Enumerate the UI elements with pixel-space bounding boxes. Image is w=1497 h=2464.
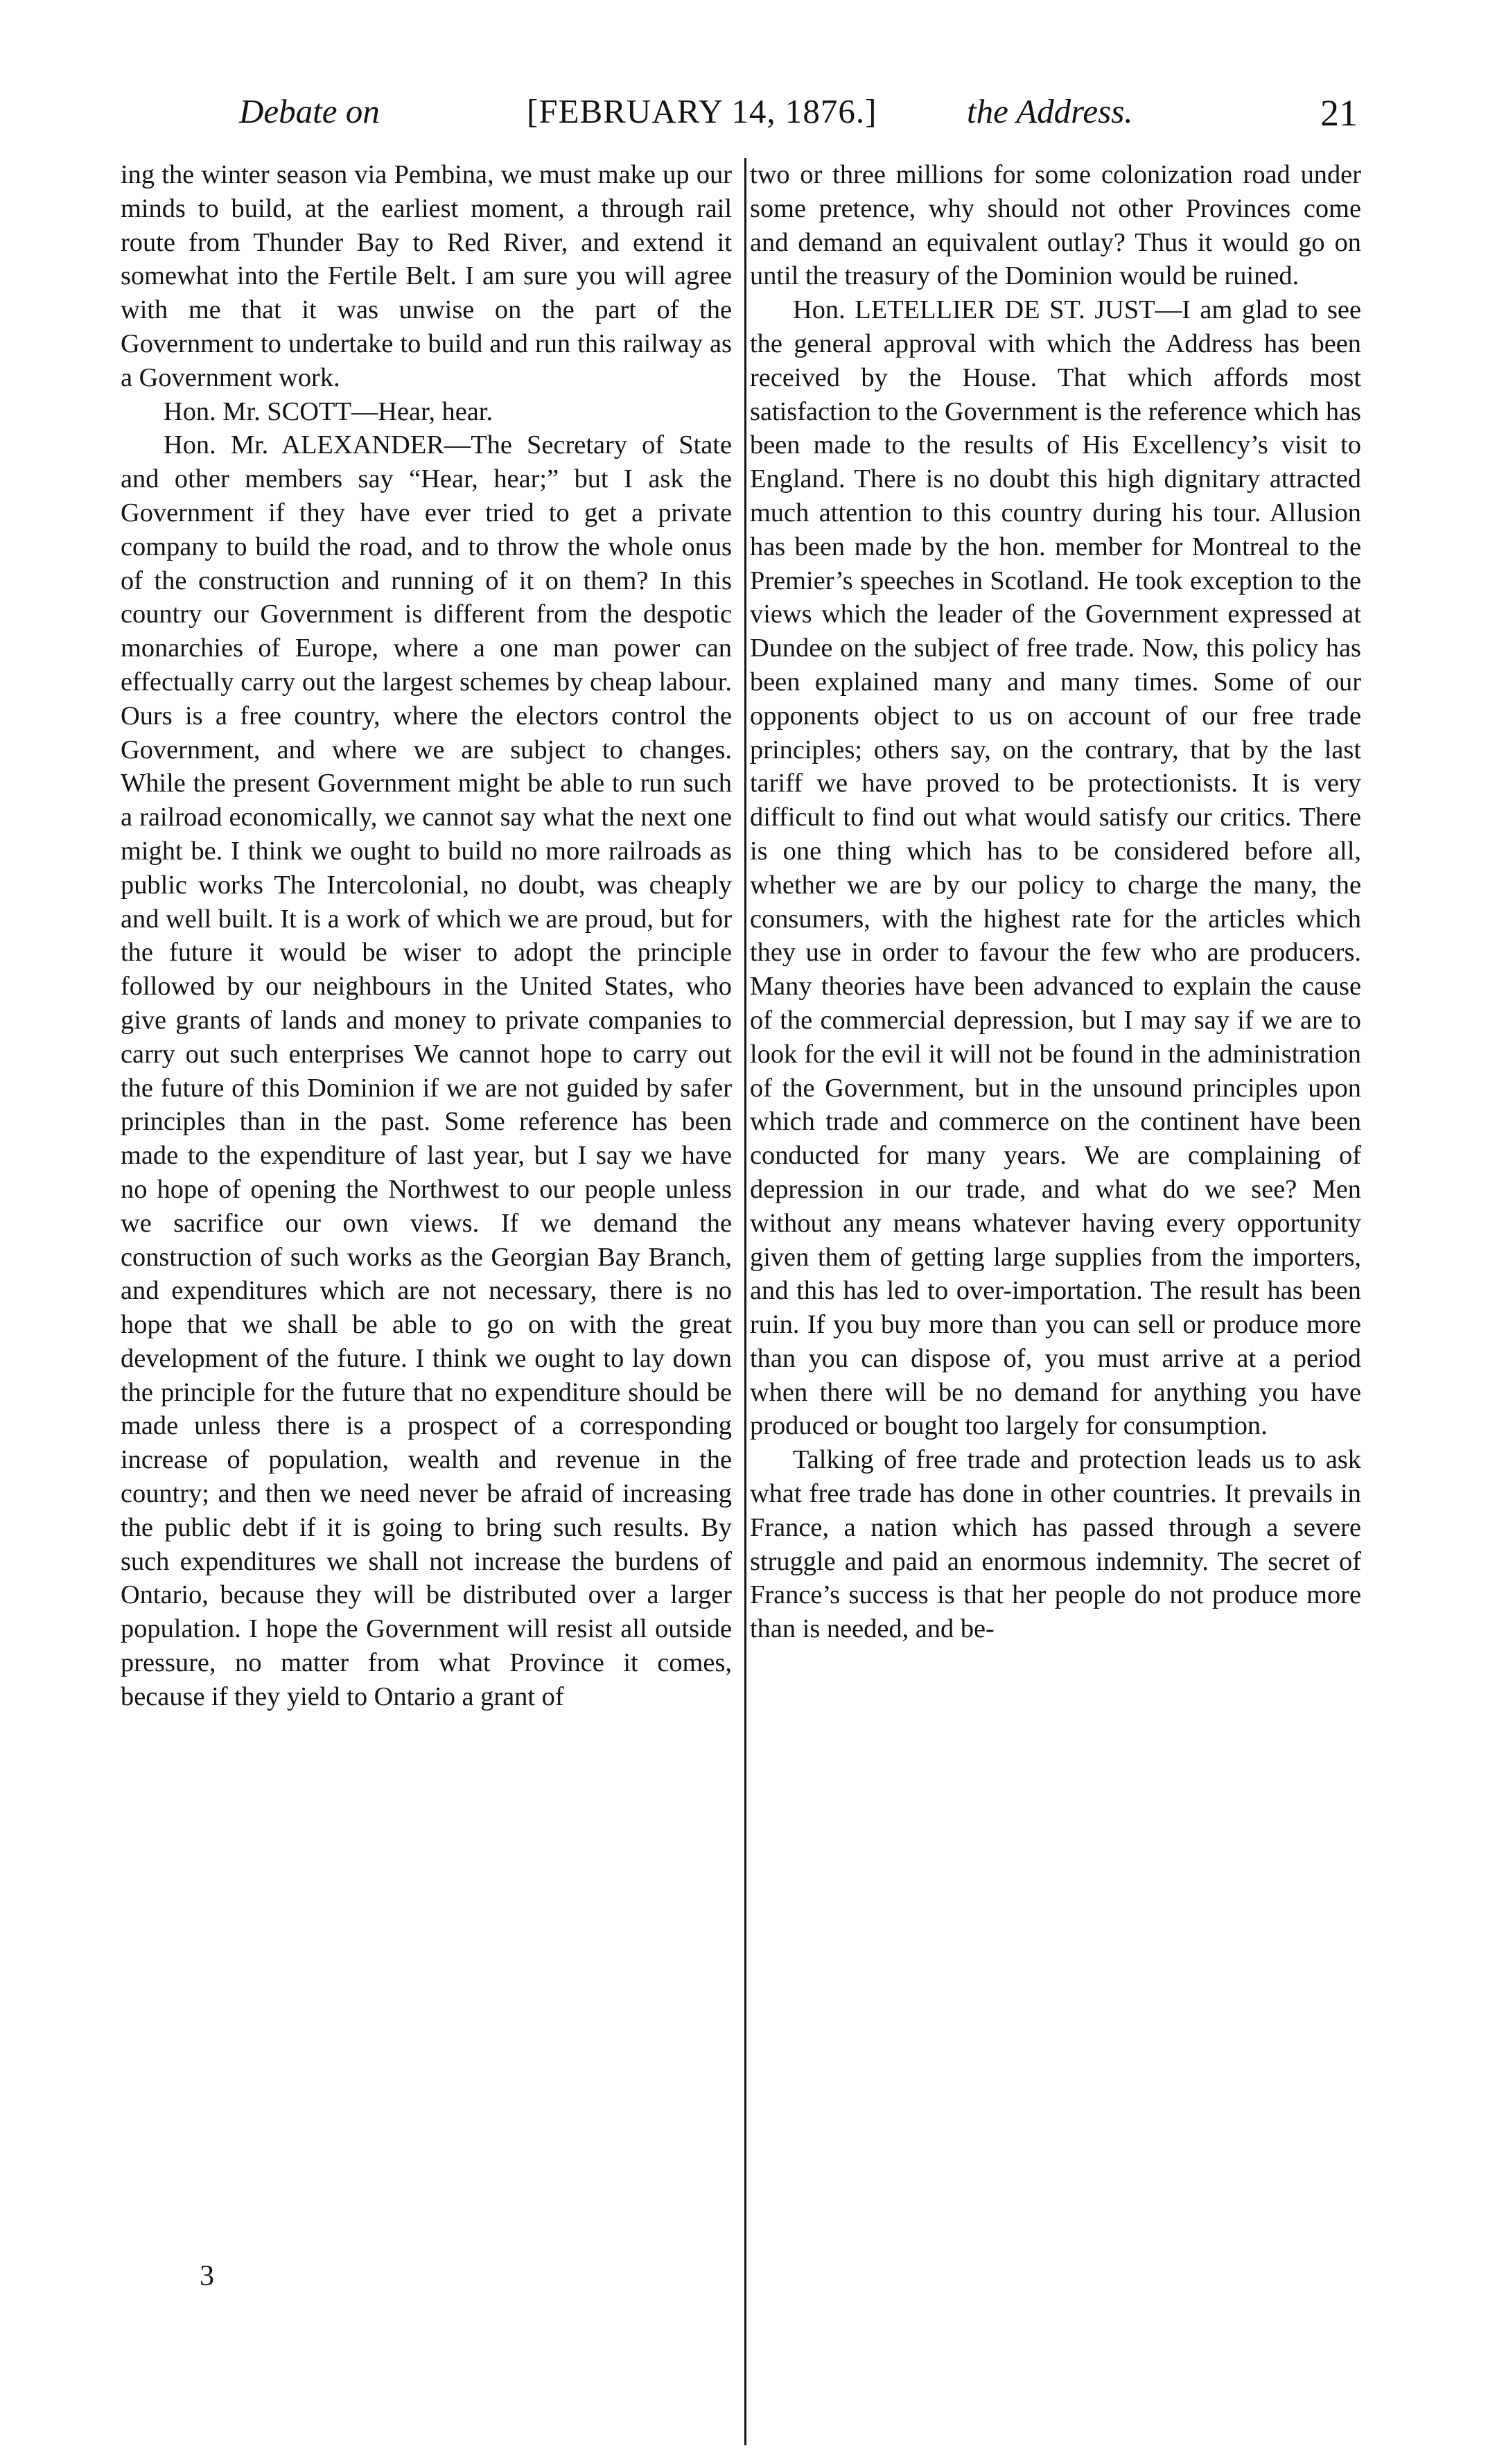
paragraph: Hon. Mr. SCOTT—Hear, hear. (164, 396, 493, 426)
paragraph: Hon. Mr. ALEXANDER—The Secretary of State and other members say “Hear, hear;” but I ask the Government if they have ever tried to get a private company to build the road, and to throw the whole onus of the construction and running of it on them? In this country our Government is different from the despotic monarchies of Europe, where a one man power can effectually carry out the largest schemes by cheap labour. Ours is a free country, where the electors control the Government, and where we are subject to changes. While the present Government might be able to run such a railroad economically, we cannot say what the next one might be. I think we ought to build no more railroads as public works The Intercolonial, no doubt, was cheaply and well built. It is a work of which we are proud, but for the future it would be wiser to adopt the principle followed by our neighbours in the United States, who give grants of lands and money to private companies to carry out such enterprises We cannot hope to carry out the future of this Dominion if we are not guided by safer principles than in the past. Some reference has been made to the expenditure of last year, but I say we have no hope of opening the Northwest to our people unless we sacrifice our own views. If we demand the construction of such works as the Georgian Bay Branch, and expenditures which are not necessary, there is no hope that we shall be able to go on with the great development of the future. I think we ought to lay down the principle for the future that no expenditure should be made unless there is a prospect of a corresponding increase of population, wealth and revenue in the country; and then we need never be afraid of increasing the public debt if it is going to bring such results. By such expenditures we shall not increase the burdens of Ontario, because they will be distributed over a larger population. I hope the Government will resist all outside pressure, no matter from what Province it comes, because if they yield to Ontario a grant of (121, 430, 732, 1711)
left-column (121, 158, 732, 1714)
header-date: [FEBRUARY 14, 1876.] (527, 92, 877, 130)
page-signature: 3 (200, 2260, 214, 2292)
column-divider (744, 158, 746, 2445)
header-left: Debate on (239, 92, 380, 130)
running-header (239, 91, 1376, 147)
right-column (750, 158, 1361, 1646)
header-right: the Address. (967, 92, 1133, 130)
paragraph: Talking of free trade and protection leads us to ask what free trade has done in other countries. It prevails in France, a nation which has passed through a severe struggle and paid an enormous indemnity. The secret of France’s success is that her people do not produce more than is needed, and be- (750, 1445, 1361, 1644)
paragraph: ing the winter season via Pembina, we must make up our minds to build, at the earliest moment, a through rail route from Thunder Bay to Red River, and extend it somewhat into the Fertile Belt. I am sure you will agree with me that it was unwise on the part of the Government to undertake to build and run this railway as a Government work. (121, 160, 732, 392)
paragraph: two or three millions for some colonization road under some pretence, why should not other Provinces come and demand an equivalent outlay? Thus it would go on until the treasury of the Dominion would be ruined. (750, 160, 1361, 291)
page-number: 21 (1320, 92, 1358, 134)
paragraph: Hon. LETELLIER DE ST. JUST—I am glad to see the general approval with which the Address has been received by the House. That which affords most satisfaction to the Government is the reference which has been made to the results of His Excellency’s visit to England. There is no doubt this high dignitary attracted much attention to this country during his tour. Allusion has been made by the hon. member for Montreal to the Premier’s speeches in Scotland. He took exception to the views which the leader of the Government expressed at Dundee on the subject of free trade. Now, this policy has been explained many and many times. Some of our opponents object to us on account of our free trade principles; others say, on the contrary, that by the last tariff we have proved to be protectionists. It is very difficult to find out what would satisfy our critics. There is one thing which has to be considered before all, whether we are by our policy to charge the many, the consumers, with the highest rate for the articles which they use in order to favour the few who are producers. Many theories have been advanced to explain the cause of the commercial depression, but I may say if we are to look for the evil it will not be found in the administration of the Government, but in the unsound principles upon which trade and commerce on the continent have been conducted for many years. We are complaining of depression in our trade, and what do we see? Men without any means whatever having every opportunity given them of getting large supplies from the importers, and this has led to over-importation. The result has been ruin. If you buy more than you can sell or produce more than you can dispose of, you must arrive at a period when there will be no demand for anything you have produced or bought too largely for consumption. (750, 295, 1361, 1441)
